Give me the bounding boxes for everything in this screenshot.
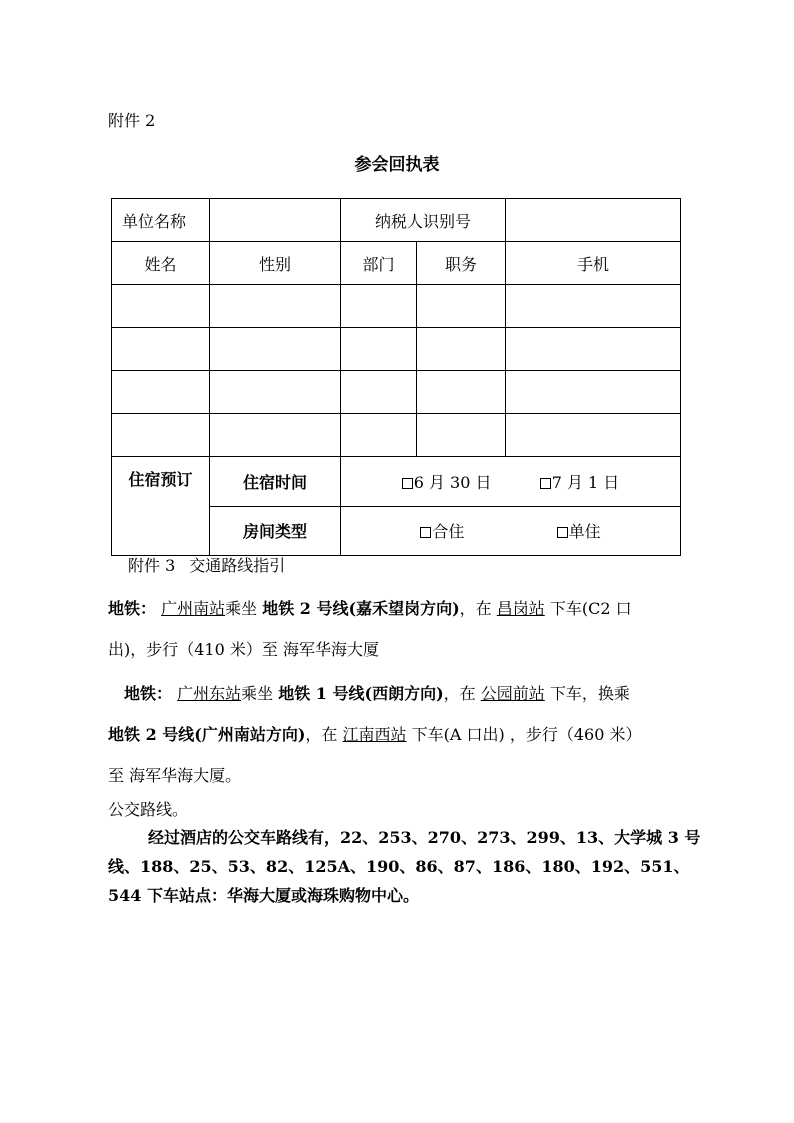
room-option-label: 单住 [568,522,601,542]
table-row [112,328,681,371]
registration-form-table [111,198,681,556]
from-station: 广州东站 [177,684,242,703]
room-type-label: 房间类型 [210,506,341,556]
at-text: ，在 [443,684,476,703]
gender-cell[interactable] [210,414,341,457]
tax-id-label: 纳税人识别号 [341,199,506,242]
get-off-station: 昌岗站 [496,599,545,618]
metro-line-2: 地铁 2 号线(广州南站方向) [108,725,306,744]
at-text: ，在 [459,599,492,618]
name-cell[interactable] [112,371,210,414]
phone-cell[interactable] [506,328,681,371]
form-title: 参会回执表 [354,155,440,175]
date-option-july1[interactable] [540,470,620,493]
checkbox-icon[interactable] [540,478,551,489]
checkbox-icon[interactable] [420,527,431,538]
table-row [112,285,681,328]
header-row [112,242,681,285]
take-text: 乘坐 [225,599,258,618]
get-off-text: 下车(A 口出) ，步行（460 米） [411,725,642,744]
position-cell[interactable] [417,414,506,457]
attachment-3-heading [128,553,285,576]
stay-time-label: 住宿时间 [210,457,341,507]
department-cell[interactable] [341,414,417,457]
checkbox-icon[interactable] [557,527,568,538]
metro-route-1-line-2: 出)，步行（410 米）至 海军华海大厦 [108,640,379,659]
name-cell[interactable] [112,328,210,371]
unit-name-label: 单位名称 [112,199,210,242]
room-option-single[interactable] [557,519,601,542]
metro-route-1-line-1 [108,596,632,619]
metro-route-2-line-1 [124,681,630,704]
metro-route-2-line-2 [108,722,641,745]
at-text: ，在 [305,725,338,744]
gender-cell[interactable] [210,371,341,414]
metro-label: 地铁： [108,599,157,618]
attachment-3-label: 附件 3 [128,556,176,575]
position-cell[interactable] [417,328,506,371]
department-cell[interactable] [341,371,417,414]
metro-label: 地铁： [124,684,173,703]
bus-routes-text: 经过酒店的公交车路线有，22、253、270、273、299、13、大学城 3 号线、188、25、53、82、125A、190、86、87、186、180、192、551、544 下车站点：华海大厦或海珠购物中心。 [108,828,701,905]
attachment-3-title: 交通路线指引 [189,556,286,575]
from-station: 广州南站 [161,599,226,618]
tax-id-field[interactable] [506,199,681,242]
room-option-shared[interactable] [420,519,464,542]
room-type-options [341,506,681,556]
date-option-label: 7 月 1 日 [551,472,620,492]
table-row [112,414,681,457]
header-department: 部门 [341,242,417,285]
header-gender: 性别 [210,242,341,285]
attachment-2-label: 附件 2 [108,111,156,130]
checkbox-icon[interactable] [402,478,413,489]
date-option-label: 6 月 30 日 [413,472,492,492]
stay-time-row [112,457,681,507]
position-cell[interactable] [417,285,506,328]
header-position: 职务 [417,242,506,285]
unit-name-field[interactable] [210,199,341,242]
metro-line: 地铁 1 号线(西朗方向) [278,684,444,703]
room-option-label: 合住 [432,522,465,542]
name-cell[interactable] [112,414,210,457]
metro-route-2-line-3: 至 海军华海大厦。 [108,766,242,785]
bus-heading: 公交路线。 [108,800,189,819]
unit-row [112,199,681,242]
transfer-station: 公园前站 [480,684,545,703]
get-off-station: 江南西站 [342,725,407,744]
header-name: 姓名 [112,242,210,285]
take-text: 乘坐 [241,684,274,703]
gender-cell[interactable] [210,328,341,371]
phone-cell[interactable] [506,285,681,328]
phone-cell[interactable] [506,414,681,457]
department-cell[interactable] [341,285,417,328]
name-cell[interactable] [112,285,210,328]
stay-date-options [341,457,681,507]
department-cell[interactable] [341,328,417,371]
metro-line: 地铁 2 号线(嘉禾望岗方向) [262,599,460,618]
transfer-text: 下车，换乘 [549,684,630,703]
phone-cell[interactable] [506,371,681,414]
gender-cell[interactable] [210,285,341,328]
position-cell[interactable] [417,371,506,414]
header-phone: 手机 [506,242,681,285]
accommodation-label: 住宿预订 [112,457,210,556]
get-off-text: 下车(C2 口 [549,599,632,618]
date-option-june30[interactable] [402,470,492,493]
table-row [112,371,681,414]
